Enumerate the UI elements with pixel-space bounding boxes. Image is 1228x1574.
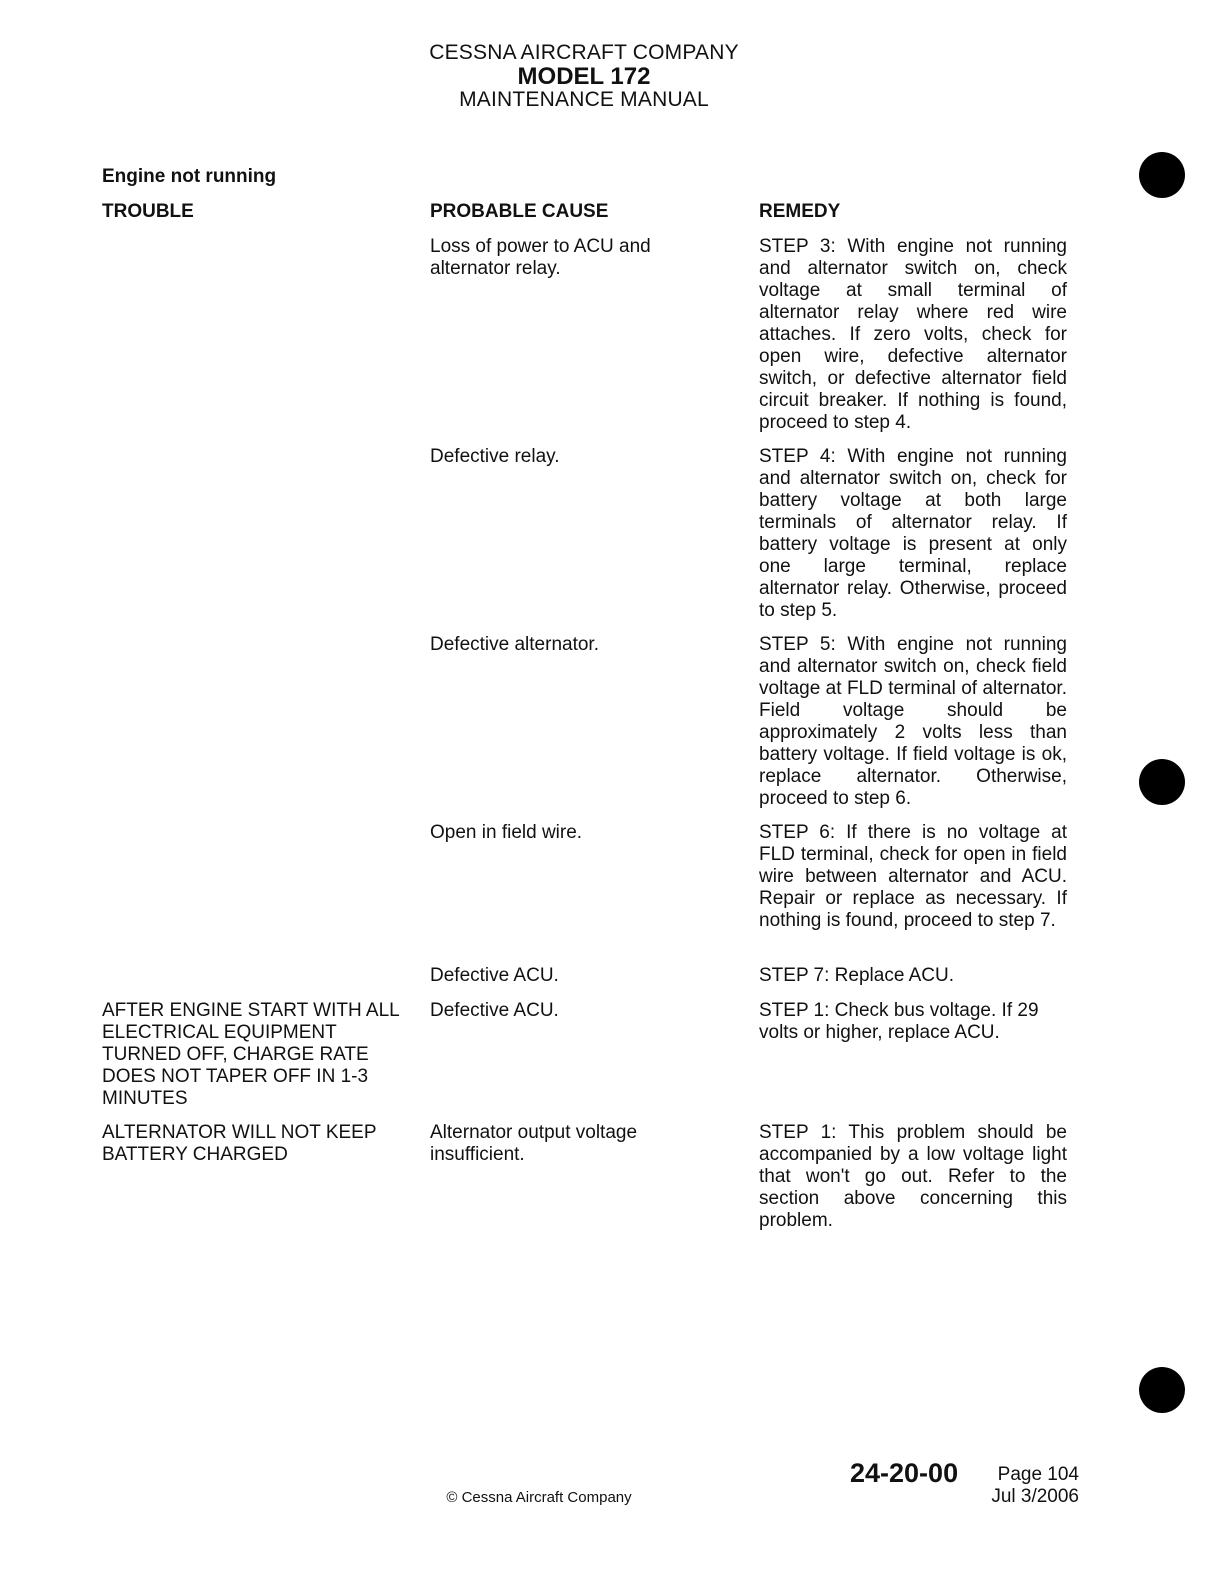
column-header-remedy: REMEDY xyxy=(759,201,841,222)
remedy-cell: STEP 1: This problem should be accompanied by a low voltage light that won't go out. Refer to the section above concerning this problem. xyxy=(759,1122,1067,1231)
cause-cell: Defective ACU. xyxy=(430,965,559,986)
company-name: CESSNA AIRCRAFT COMPANY xyxy=(429,41,739,64)
revision-date: Jul 3/2006 xyxy=(991,1486,1079,1507)
cause-cell: Defective alternator. xyxy=(430,634,599,655)
copyright-notice: © Cessna Aircraft Company xyxy=(446,1489,632,1506)
cause-cell: Loss of power to ACU and alternator relay. xyxy=(430,236,651,279)
trouble-cell: AFTER ENGINE START WITH ALL ELECTRICAL EQUIPMENT TURNED OFF, CHARGE RATE DOES NOT TAPER OFF IN 1-3 MINUTES xyxy=(102,1000,400,1109)
manual-title: MAINTENANCE MANUAL xyxy=(459,88,709,112)
remedy-cell: STEP 5: With engine not running and alternator switch on, check field voltage at FLD terminal of alternator. Field voltage should be approximately 2 volts less than battery voltage. If field voltage is ok, replace alternator. Otherwise, proceed to step 6. xyxy=(759,634,1067,809)
page-number: Page 104 xyxy=(997,1464,1079,1485)
remedy-cell: STEP 6: If there is no voltage at FLD terminal, check for open in field wire between alternator and ACU. Repair or replace as necessary. If nothing is found, proceed to step 7. xyxy=(759,822,1067,931)
model-title: MODEL 172 xyxy=(517,63,651,91)
remedy-cell: STEP 4: With engine not running and alternator switch on, check for battery voltage at both large terminals of alternator relay. If battery voltage is present at only one large terminal, replace alternator relay. Otherwise, proceed to step 5. xyxy=(759,446,1067,621)
cause-cell: Defective relay. xyxy=(430,446,560,467)
binder-hole-icon xyxy=(1139,759,1185,805)
cause-cell: Open in field wire. xyxy=(430,822,583,843)
remedy-cell: STEP 3: With engine not running and alternator switch on, check voltage at small terminal of alternator relay where red wire attaches. If zero volts, check for open wire, defective alternator switch, or defective alternator field circuit breaker. If nothing is found, proceed to step 4. xyxy=(759,236,1067,433)
page-header xyxy=(0,42,1168,111)
remedy-cell: STEP 7: Replace ACU. xyxy=(759,965,955,986)
binder-hole-icon xyxy=(1139,152,1185,198)
chapter-code: 24-20-00 xyxy=(850,1458,959,1488)
cause-cell: Defective ACU. xyxy=(430,1000,559,1021)
column-header-probable-cause: PROBABLE CAUSE xyxy=(430,201,609,222)
section-title: Engine not running xyxy=(102,166,277,187)
trouble-cell: ALTERNATOR WILL NOT KEEP BATTERY CHARGED xyxy=(102,1122,377,1165)
cause-cell: Alternator output voltage insufficient. xyxy=(430,1122,638,1165)
binder-hole-icon xyxy=(1139,1367,1185,1413)
column-header-trouble: TROUBLE xyxy=(102,201,194,222)
remedy-cell: STEP 1: Check bus voltage. If 29 volts or higher, replace ACU. xyxy=(759,1000,1039,1043)
